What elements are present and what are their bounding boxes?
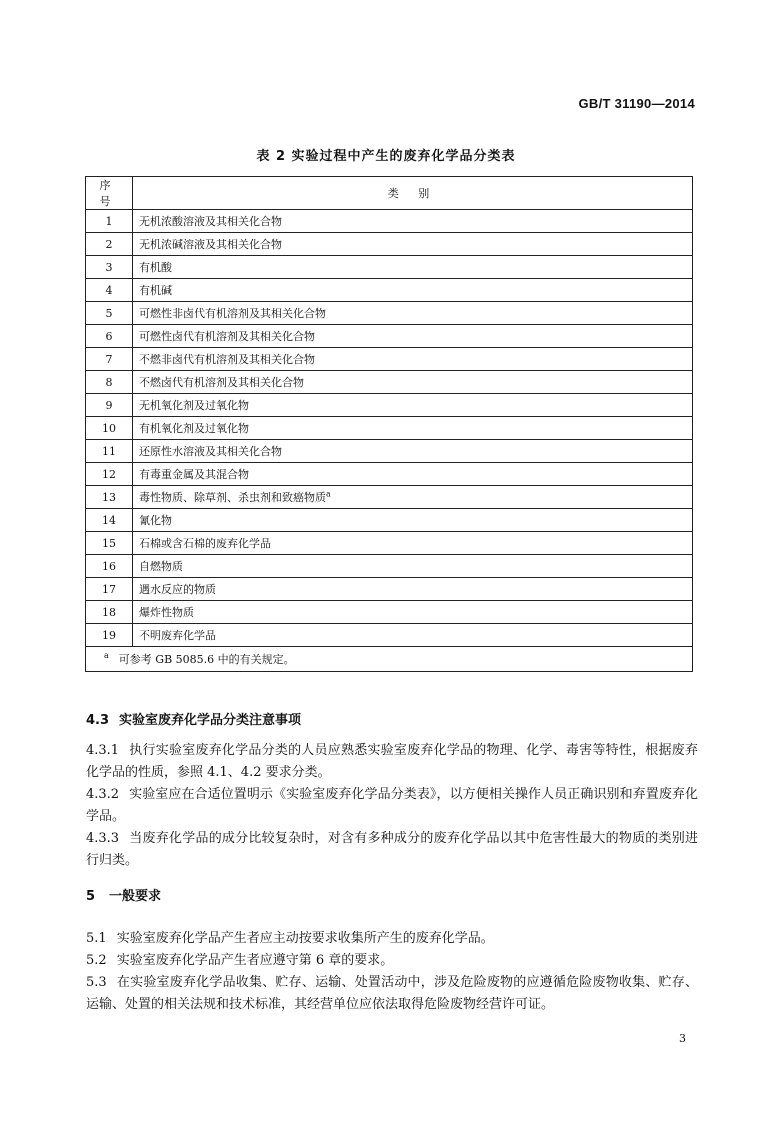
table-row xyxy=(86,532,693,555)
row-category: 不燃非卤代有机溶剂及其相关化合物 xyxy=(133,348,693,371)
row-index: 2 xyxy=(86,233,133,256)
row-index: 12 xyxy=(86,463,133,486)
row-category: 可燃性卤代有机溶剂及其相关化合物 xyxy=(133,325,693,348)
column-header-index: 序 号 xyxy=(86,177,133,210)
row-category: 无机浓酸溶液及其相关化合物 xyxy=(133,210,693,233)
row-category: 有毒重金属及其混合物 xyxy=(133,463,693,486)
row-index: 5 xyxy=(86,302,133,325)
row-category: 石棉或含石棉的废弃化学品 xyxy=(133,532,693,555)
row-index: 1 xyxy=(86,210,133,233)
table-footnote-row xyxy=(86,647,693,672)
table-row xyxy=(86,279,693,302)
clause-4-3-2: 4.3.2 实验室应在合适位置明示《实验室废弃化学品分类表》，以方便相关操作人员正确识别和弃置废弃化学品。 xyxy=(86,787,698,824)
column-header-category: 类 别 xyxy=(133,177,693,210)
row-category: 无机氧化剂及过氧化物 xyxy=(133,394,693,417)
waste-classification-table xyxy=(85,176,693,672)
row-index: 9 xyxy=(86,394,133,417)
section-heading: 4.3 实验室废弃化学品分类注意事项 xyxy=(86,713,302,728)
row-index: 19 xyxy=(86,624,133,647)
footnote-marker: a xyxy=(326,489,331,499)
table-row xyxy=(86,256,693,279)
clause-5-1: 5.1 实验室废弃化学品产生者应主动按要求收集所产生的废弃化学品。 xyxy=(86,931,494,946)
row-category: 不明废弃化学品 xyxy=(133,624,693,647)
row-category: 有机氧化剂及过氧化物 xyxy=(133,417,693,440)
table-row xyxy=(86,348,693,371)
table-row xyxy=(86,509,693,532)
row-category: 遇水反应的物质 xyxy=(133,578,693,601)
row-category: 氰化物 xyxy=(133,509,693,532)
table-title: 表 2 实验过程中产生的废弃化学品分类表 xyxy=(256,149,516,164)
row-category: 自燃物质 xyxy=(133,555,693,578)
table-row xyxy=(86,210,693,233)
row-category: 可燃性非卤代有机溶剂及其相关化合物 xyxy=(133,302,693,325)
table-header-row xyxy=(86,177,693,210)
row-category: 有机酸 xyxy=(133,256,693,279)
section-5 xyxy=(86,886,698,1016)
clause-5-2: 5.2 实验室废弃化学品产生者应遵守第 6 章的要求。 xyxy=(86,953,394,968)
table-row xyxy=(86,233,693,256)
table-footnote: $^a$ 可参考 GB 5085.6 中的有关规定。 xyxy=(86,647,693,672)
table-row xyxy=(86,601,693,624)
row-category: 无机浓碱溶液及其相关化合物 xyxy=(133,233,693,256)
row-category: 有机碱 xyxy=(133,279,693,302)
table-row xyxy=(86,463,693,486)
standard-number: GB/T 31190—2014 xyxy=(578,96,695,111)
row-index: 16 xyxy=(86,555,133,578)
row-index: 4 xyxy=(86,279,133,302)
section-4-3 xyxy=(86,710,698,872)
table-row xyxy=(86,417,693,440)
clause-4-3-1: 4.3.1 执行实验室废弃化学品分类的人员应熟悉实验室废弃化学品的物理、化学、毒害等特性，根据废弃化学品的性质，参照 4.1、4.2 要求分类。 xyxy=(86,743,698,780)
row-index: 18 xyxy=(86,601,133,624)
table-row xyxy=(86,486,693,509)
row-index: 8 xyxy=(86,371,133,394)
page-number: 3 xyxy=(679,1032,686,1045)
row-index: 11 xyxy=(86,440,133,463)
table-row xyxy=(86,624,693,647)
row-index: 17 xyxy=(86,578,133,601)
row-category: 爆炸性物质 xyxy=(133,601,693,624)
table-row xyxy=(86,325,693,348)
row-index: 15 xyxy=(86,532,133,555)
row-index: 6 xyxy=(86,325,133,348)
table-row xyxy=(86,555,693,578)
row-category: 不燃卤代有机溶剂及其相关化合物 xyxy=(133,371,693,394)
section-heading: 5 一般要求 xyxy=(86,889,162,904)
row-category: 毒性物质、除草剂、杀虫剂和致癌物质$^a$ xyxy=(133,486,693,509)
row-index: 7 xyxy=(86,348,133,371)
clause-5-3: 5.3 在实验室废弃化学品收集、贮存、运输、处置活动中，涉及危险废物的应遵循危险废物收集、贮存、运输、处置的相关法规和技术标准，其经营单位应依法取得危险废物经营许可证。 xyxy=(86,975,698,1012)
row-category: 还原性水溶液及其相关化合物 xyxy=(133,440,693,463)
row-index: 10 xyxy=(86,417,133,440)
table-row xyxy=(86,578,693,601)
row-index: 14 xyxy=(86,509,133,532)
row-index: 13 xyxy=(86,486,133,509)
table-row xyxy=(86,440,693,463)
table-row xyxy=(86,394,693,417)
row-index: 3 xyxy=(86,256,133,279)
clause-4-3-3: 4.3.3 当废弃化学品的成分比较复杂时，对含有多种成分的废弃化学品以其中危害性最大的物质的类别进行归类。 xyxy=(86,831,698,868)
table-row xyxy=(86,302,693,325)
table-row xyxy=(86,371,693,394)
